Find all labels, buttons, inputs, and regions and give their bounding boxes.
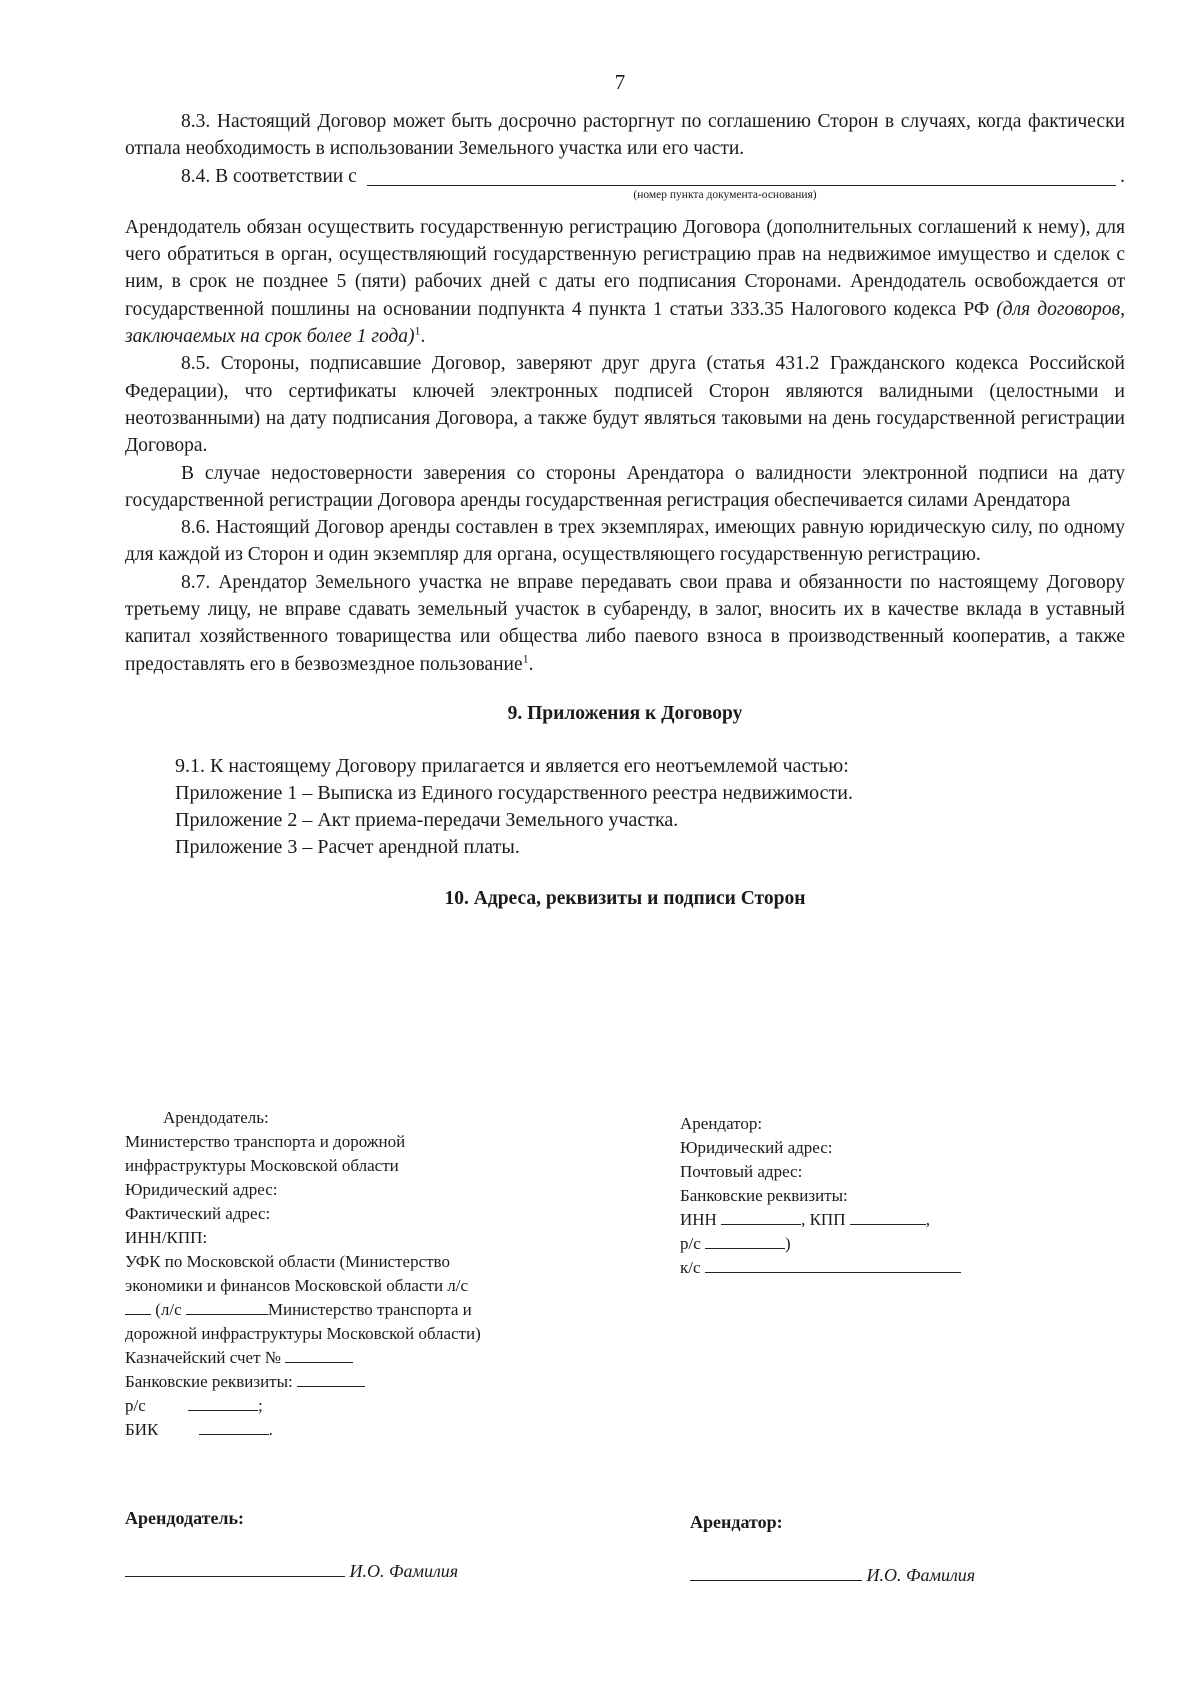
- landlord-bik: [125, 1418, 595, 1442]
- clause-8-4-lead: [125, 163, 1125, 190]
- clause-8-4-italic: (для договоров, заключаемых на срок более 1 года): [125, 298, 1125, 348]
- kpp-end: ,: [925, 1210, 930, 1229]
- landlord-inn-kpp: ИНН/КПП:: [125, 1228, 208, 1247]
- blank-line: [721, 1208, 801, 1225]
- tenant-ks: [680, 1256, 1120, 1280]
- rs-end: ;: [258, 1396, 263, 1415]
- blank-line: [705, 1256, 961, 1273]
- landlord-signature-line: [125, 1558, 345, 1577]
- ufk-ls-label: (л/с: [155, 1300, 182, 1319]
- landlord-signature-heading: Арендодатель:: [125, 1508, 245, 1528]
- document-body: [125, 108, 1125, 913]
- bik-label: БИК: [125, 1420, 159, 1439]
- blank-line: [285, 1346, 353, 1363]
- tenant-requisites: [680, 1112, 1120, 1280]
- appendix-item: 9.1. К настоящему Договору прилагается и является его неотъемлемой частью:: [175, 755, 849, 778]
- tenant-legal-address: Юридический адрес:: [680, 1138, 833, 1157]
- landlord-bank: [125, 1370, 595, 1394]
- tenant-postal-address: Почтовый адрес:: [680, 1162, 803, 1181]
- landlord-ufk-line-3: [125, 1298, 595, 1322]
- landlord-actual-address: Фактический адрес:: [125, 1204, 271, 1223]
- clause-8-7-text: 8.7. Арендатор Земельного участка не вправе передавать свои права и обязанности по настоящему Договору третьему лицу, не вправе сдавать земельный участок в субаренду, в залог, вносить их в качестве вклада в уставный капитал хозяйственного товарищества или общества либо паевого взноса в производственный кооператив, а также предоставлять его в безвозмездное пользование: [125, 571, 1125, 675]
- appendix-list: [125, 753, 1125, 861]
- rs-label: р/с: [680, 1234, 701, 1253]
- blank-line: [125, 1298, 151, 1315]
- blank-line: [199, 1418, 269, 1435]
- landlord-rs: [125, 1394, 595, 1418]
- blank-line: [705, 1232, 785, 1249]
- footnote-mark: 1: [414, 323, 421, 338]
- tenant-rs: [680, 1232, 1120, 1256]
- clause-8-5: 8.5. Стороны, подписавшие Договор, заверяют друг друга (статья 431.2 Гражданского кодекса Российской Федерации), что сертификаты ключей электронных подписей Сторон являются валидными (целостными и неотозванными) на дату подписания Договора, а также будут являться таковыми на день государственной регистрации Договора.: [125, 353, 1125, 457]
- section-9-title: 9. Приложения к Договору: [507, 702, 743, 724]
- basis-blank-line: [367, 165, 1116, 186]
- tenant-signature-label: [690, 1512, 783, 1533]
- landlord-signature-name: И.О. Фамилия: [349, 1561, 459, 1581]
- blank-line: [297, 1370, 365, 1387]
- tenant-heading: Арендатор:: [680, 1114, 763, 1133]
- clause-8-3: 8.3. Настоящий Договор может быть досрочно расторгнут по соглашению Сторон в случаях, когда фактически отпала необходимость в использовании Земельного участка или его части.: [125, 111, 1125, 160]
- landlord-org-line-2: инфраструктуры Московской области: [125, 1156, 399, 1175]
- bank-label: Банковские реквизиты:: [125, 1372, 293, 1391]
- landlord-heading: Арендодатель:: [163, 1108, 269, 1127]
- landlord-treasury: [125, 1346, 595, 1370]
- basis-note: (номер пункта документа-основания): [633, 188, 817, 201]
- tenant-inn-kpp: [680, 1208, 1120, 1232]
- clause-8-6: 8.6. Настоящий Договор аренды составлен в трех экземплярах, имеющих равную юридическую силу, по одному для каждой из Сторон и один экземпляр для органа, осуществляющего государственную регистрацию.: [125, 517, 1125, 566]
- landlord-ufk-line-2: экономики и финансов Московской области л/с: [125, 1276, 469, 1295]
- appendix-item: Приложение 1 – Выписка из Единого государственного реестра недвижимости.: [175, 782, 853, 805]
- appendix-item: Приложение 2 – Акт приема-передачи Земельного участка.: [175, 809, 679, 832]
- bik-end: .: [268, 1420, 273, 1439]
- tenant-signature-block: [690, 1562, 975, 1586]
- landlord-legal-address: Юридический адрес:: [125, 1180, 278, 1199]
- inn-label: ИНН: [680, 1210, 717, 1229]
- ks-label: к/с: [680, 1258, 701, 1277]
- clause-8-4-lead-text: 8.4. В соответствии с: [181, 165, 357, 187]
- landlord-signature-block: [125, 1558, 458, 1582]
- clause-8-7: 8.7. Арендатор Земельного участка не вправе передавать свои права и обязанности по настоящему Договору третьему лицу, не вправе сдавать земельный участок в субаренду, в залог, вносить их в качестве вклада в уставный капитал хозяйственного товарищества или общества либо паевого взноса в производственный кооператив, а также предоставлять его в безвозмездное пользование$^1$.: [125, 571, 1125, 675]
- appendix-item: Приложение 3 – Расчет арендной платы.: [175, 836, 520, 859]
- ufk-ministry: Министерство транспорта и: [267, 1300, 472, 1319]
- landlord-requisites: [125, 1106, 595, 1442]
- blank-line: [186, 1298, 268, 1315]
- landlord-ufk-line-1: УФК по Московской области (Министерство: [125, 1252, 450, 1271]
- landlord-org-line-1: Министерство транспорта и дорожной: [125, 1132, 406, 1151]
- clause-8-4-text: Арендодатель обязан осуществить государственную регистрацию Договора (дополнительных соглашений к нему), для чего обратиться в орган, осуществляющий государственную регистрацию прав на недвижимое имущество и сделок с ним, в срок не позднее 5 (пяти) рабочих дней с даты его подписания Сторонами. Арендодатель освобождается от государственной пошлины на основании подпункта 4 пункта 1 статьи 333.35 Налогового кодекса РФ: [125, 216, 1125, 320]
- tenant-signature-line: [690, 1562, 862, 1581]
- landlord-signature-label: [125, 1508, 244, 1529]
- footnote-mark-2: 1: [522, 651, 529, 666]
- clause-8-4-body: Арендодатель обязан осуществить государственную регистрацию Договора (дополнительных соглашений к нему), для чего обратиться в орган, осуществляющий государственную регистрацию прав на недвижимое имущество и сделок с ним, в срок не позднее 5 (пяти) рабочих дней с даты его подписания Сторонами. Арендодатель освобождается от государственной пошлины на основании подпункта 4 пункта 1 статьи 333.35 Налогового кодекса РФ (для договоров, заключаемых на срок более 1 года)$^1$.: [125, 216, 1125, 348]
- page-number: 7: [614, 70, 626, 94]
- kpp-label: , КПП: [801, 1210, 846, 1229]
- treasury-label: Казначейский счет №: [125, 1348, 281, 1367]
- landlord-ufk-line-4: дорожной инфраструктуры Московской области): [125, 1324, 481, 1343]
- rs-label: р/с: [125, 1396, 146, 1415]
- blank-line: [188, 1394, 258, 1411]
- tenant-bank: Банковские реквизиты:: [680, 1186, 848, 1205]
- rs-end: ): [785, 1234, 791, 1253]
- tenant-signature-name: И.О. Фамилия: [866, 1565, 976, 1585]
- clause-8-5-b: В случае недостоверности заверения со стороны Арендатора о валидности электронной подписи на дату государственной регистрации Договора аренды государственная регистрация обеспечивается силами Арендатора: [125, 462, 1125, 511]
- clause-8-4-lead-end: .: [1120, 165, 1125, 187]
- section-10-title: 10. Адреса, реквизиты и подписи Сторон: [444, 888, 806, 910]
- tenant-signature-heading: Арендатор:: [690, 1512, 783, 1532]
- blank-line: [850, 1208, 926, 1225]
